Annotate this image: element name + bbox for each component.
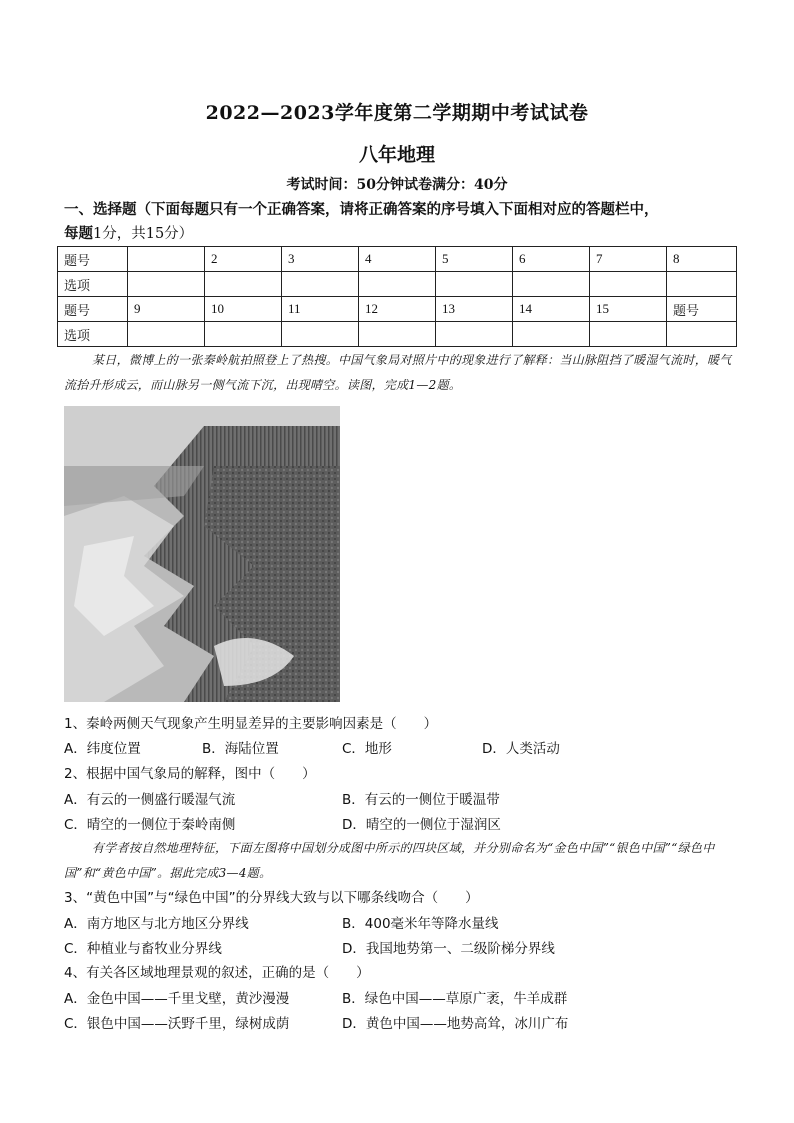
option-c[interactable]: C．银色中国——沃野千里，绿树成荫: [64, 1016, 290, 1032]
option-c[interactable]: C．种植业与畜牧业分界线: [64, 941, 222, 957]
question-2-stem: 2、根据中国气象局的解释，图中（ ）: [64, 766, 316, 782]
exam-info: 考试时间：50分钟试卷满分：40分: [286, 177, 508, 193]
option-d[interactable]: D．黄色中国——地势高耸，冰川广布: [342, 1016, 569, 1032]
answer-cell[interactable]: [513, 272, 590, 297]
answer-cell[interactable]: [667, 272, 737, 297]
table-cell: 8: [667, 247, 737, 272]
section-heading: [64, 198, 744, 246]
passage-1: 某日，微博上的一张秦岭航拍照登上了热搜。中国气象局对照片中的现象进行了解释：当山脉阻挡了暖湿气流时，暖气流抬升形成云，而山脉另一侧气流下沉，出现晴空。读图，完成1—2题。: [64, 353, 732, 392]
option-a[interactable]: A．南方地区与北方地区分界线: [64, 916, 249, 932]
question-4-options-row2: [64, 1012, 744, 1036]
answer-cell[interactable]: [282, 322, 359, 347]
answer-cell[interactable]: [590, 272, 667, 297]
exam-title: 2022—2023学年度第二学期期中考试试卷: [205, 102, 589, 124]
section-heading-line1: 一、选择题（下面每题只有一个正确答案，请将正确答案的序号填入下面相对应的答题栏中，: [64, 201, 659, 218]
table-cell: 2: [205, 247, 282, 272]
table-cell: 4: [359, 247, 436, 272]
table-cell: 题号: [667, 297, 737, 322]
answer-cell[interactable]: [513, 322, 590, 347]
option-d[interactable]: D．我国地势第一、二级阶梯分界线: [342, 941, 555, 957]
option-d[interactable]: D．晴空的一侧位于湿润区: [342, 817, 501, 833]
table-cell: 14: [513, 297, 590, 322]
question-4-stem: 4、有关各区域地理景观的叙述，正确的是（ ）: [64, 965, 370, 981]
section-heading-rest: 1分，共15分）: [93, 226, 194, 242]
answer-cell[interactable]: [282, 272, 359, 297]
table-cell: 题号: [58, 247, 128, 272]
answer-table: [57, 246, 737, 347]
answer-cell[interactable]: [205, 272, 282, 297]
question-2-options-row2: [64, 813, 744, 837]
photo-graphic: [64, 406, 340, 702]
option-c[interactable]: C．地形: [342, 741, 392, 757]
table-cell: 6: [513, 247, 590, 272]
table-cell: 12: [359, 297, 436, 322]
option-b[interactable]: B．海陆位置: [202, 741, 279, 757]
table-row: [58, 272, 737, 297]
table-cell: 题号: [58, 297, 128, 322]
passage-2: 有学者按自然地理特征，下面左图将中国划分成图中所示的四块区域，并分别命名为“金色中国”“银色中国”“绿色中国”和“黄色中国”。据此完成3—4题。: [64, 841, 715, 880]
question-4-options-row1: [64, 987, 744, 1011]
question-1-stem: 1、秦岭两侧天气现象产生明显差异的主要影响因素是（ ）: [64, 716, 438, 732]
answer-cell[interactable]: [359, 322, 436, 347]
table-row: [58, 322, 737, 347]
question-3-options-row2: [64, 937, 744, 961]
option-b[interactable]: B．有云的一侧位于暖温带: [342, 792, 500, 808]
option-c[interactable]: C．晴空的一侧位于秦岭南侧: [64, 817, 236, 833]
table-cell: 5: [436, 247, 513, 272]
table-cell: 13: [436, 297, 513, 322]
question-1-options: [64, 737, 744, 761]
table-cell: 10: [205, 297, 282, 322]
answer-cell[interactable]: [436, 322, 513, 347]
qinling-aerial-photo: [64, 406, 340, 702]
answer-cell[interactable]: [359, 272, 436, 297]
table-cell: 7: [590, 247, 667, 272]
question-2-options-row1: [64, 788, 744, 812]
table-cell: 15: [590, 297, 667, 322]
answer-cell[interactable]: [590, 322, 667, 347]
answer-cell[interactable]: [128, 322, 205, 347]
option-a[interactable]: A．金色中国——千里戈壁，黄沙漫漫: [64, 991, 290, 1007]
subject-title: 八年地理: [358, 144, 435, 166]
table-row: [58, 247, 737, 272]
table-cell[interactable]: [128, 247, 205, 272]
section-heading-bold: 每题: [64, 225, 93, 242]
table-cell: 3: [282, 247, 359, 272]
question-3-stem: 3、“黄色中国”与“绿色中国”的分界线大致与以下哪条线吻合（ ）: [64, 890, 479, 906]
question-3-options-row1: [64, 912, 744, 936]
table-row: [58, 297, 737, 322]
option-a[interactable]: A．有云的一侧盛行暖湿气流: [64, 792, 236, 808]
answer-cell[interactable]: [128, 272, 205, 297]
table-cell: 选项: [58, 272, 128, 297]
option-d[interactable]: D．人类活动: [482, 741, 560, 757]
table-cell: 9: [128, 297, 205, 322]
option-b[interactable]: B．绿色中国——草原广袤，牛羊成群: [342, 991, 568, 1007]
table-cell: 选项: [58, 322, 128, 347]
option-b[interactable]: B．400毫米年等降水量线: [342, 916, 499, 932]
answer-cell[interactable]: [667, 322, 737, 347]
answer-cell[interactable]: [205, 322, 282, 347]
option-a[interactable]: A．纬度位置: [64, 741, 141, 757]
answer-cell[interactable]: [436, 272, 513, 297]
table-cell: 11: [282, 297, 359, 322]
